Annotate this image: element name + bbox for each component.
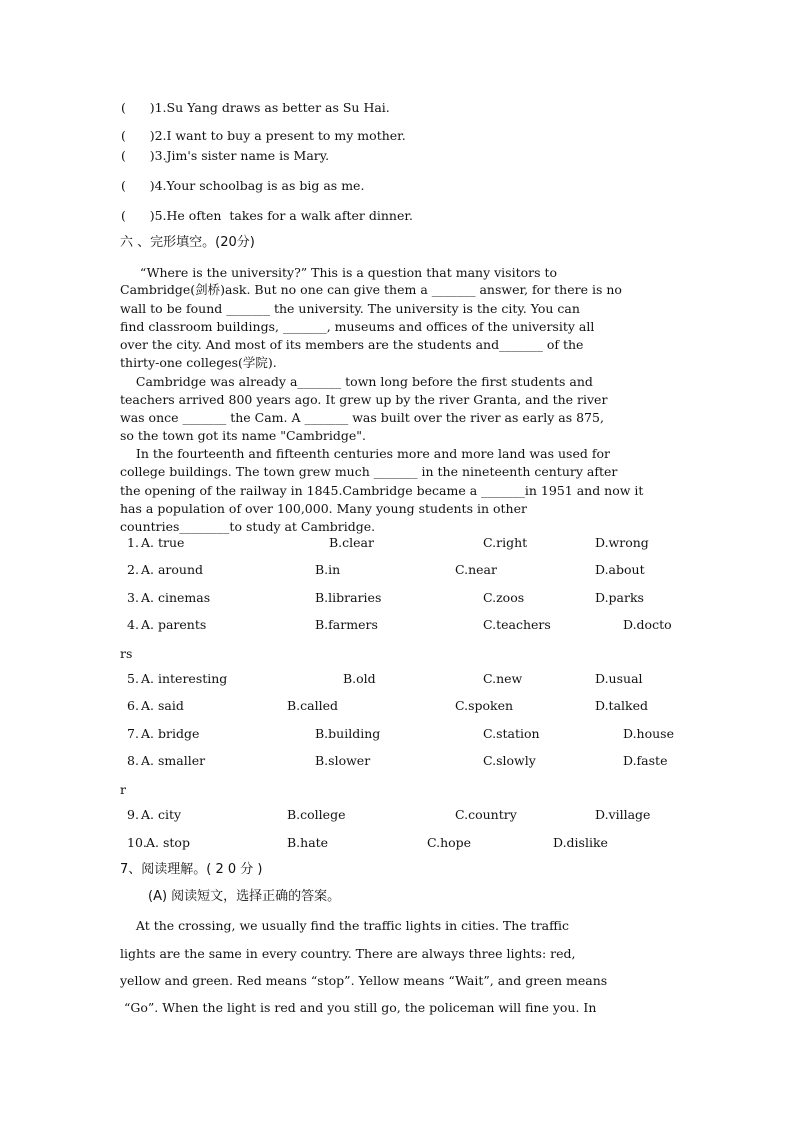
passage-line: countries________to study at Cambridge. — [120, 519, 376, 534]
option-number: 4. — [127, 617, 139, 632]
option-c: C.zoos — [483, 590, 525, 605]
option-c: C.spoken — [455, 698, 514, 713]
option-number: 1. — [127, 535, 139, 550]
option-a: A. cinemas — [141, 590, 211, 605]
option-c: C.hope — [427, 835, 472, 850]
passage-line: “Where is the university?” This is a question that many visitors to — [120, 265, 558, 280]
option-a: A. stop — [146, 835, 190, 850]
option-number: 3. — [127, 590, 139, 605]
option-wrap: r — [120, 782, 126, 797]
option-b: B.old — [343, 671, 376, 686]
option-number: 9. — [127, 807, 139, 822]
passage-line: Cambridge(剑桥)ask. But no one can give them a _______ answer, for there is no — [120, 282, 622, 297]
answer-blank: ( ) — [121, 208, 155, 223]
option-wrap: rs — [120, 646, 133, 661]
tf-text: 3.Jim's sister name is Mary. — [154, 148, 330, 163]
option-d: D.house — [623, 726, 674, 741]
tf-text: 1.Su Yang draws as better as Su Hai. — [154, 100, 390, 115]
passage-line: find classroom buildings, _______, museums and offices of the university all — [120, 319, 595, 334]
passage-line: yellow and green. Red means “stop”. Yellow means “Wait”, and green means — [120, 973, 608, 988]
option-c: C.station — [483, 726, 540, 741]
option-number: 2. — [127, 562, 139, 577]
tf-item — [121, 178, 364, 194]
option-c: C.right — [483, 535, 528, 550]
option-a: A. said — [141, 698, 184, 713]
option-d: D.parks — [595, 590, 644, 605]
section-heading-reading: 7、阅读理解。( 2 0 分 ) — [120, 862, 263, 877]
option-a: A. city — [141, 807, 182, 822]
option-c: C.new — [483, 671, 523, 686]
option-number: 6. — [127, 698, 139, 713]
option-b: B.building — [315, 726, 381, 741]
passage-line: teachers arrived 800 years ago. It grew up by the river Granta, and the river — [120, 392, 608, 407]
tf-item — [121, 208, 413, 224]
option-d: D.village — [595, 807, 651, 822]
option-d: D.talked — [595, 698, 648, 713]
option-b: B.in — [315, 562, 341, 577]
option-b: B.hate — [287, 835, 329, 850]
option-number: 7. — [127, 726, 139, 741]
option-number: 8. — [127, 753, 139, 768]
passage-line: has a population of over 100,000. Many young students in other — [120, 501, 527, 516]
option-c: C.near — [455, 562, 497, 577]
option-c: C.teachers — [483, 617, 551, 632]
tf-item — [121, 128, 406, 144]
option-d: D.dislike — [553, 835, 608, 850]
passage-line: the opening of the railway in 1845.Cambridge became a _______in 1951 and now it — [120, 483, 644, 498]
passage-line: In the fourteenth and fifteenth centuries more and more land was used for — [120, 446, 610, 461]
tf-item — [121, 100, 390, 116]
passage-line: Cambridge was already a_______ town long before the first students and — [120, 374, 593, 389]
option-c: C.country — [455, 807, 517, 822]
option-a: A. interesting — [141, 671, 228, 686]
option-b: B.called — [287, 698, 339, 713]
answer-blank: ( ) — [121, 128, 155, 143]
option-d: D.wrong — [595, 535, 649, 550]
answer-blank: ( ) — [121, 178, 155, 193]
option-d: D.faste — [623, 753, 668, 768]
option-b: B.slower — [315, 753, 371, 768]
tf-item — [121, 148, 329, 164]
option-b: B.libraries — [315, 590, 382, 605]
passage-line: lights are the same in every country. There are always three lights: red, — [120, 946, 576, 961]
option-d: D.docto — [623, 617, 672, 632]
option-b: B.college — [287, 807, 346, 822]
option-number: 5. — [127, 671, 139, 686]
option-a: A. bridge — [141, 726, 200, 741]
passage-line: thirty-one colleges(学院). — [120, 355, 277, 370]
option-a: A. parents — [141, 617, 207, 632]
tf-text: 4.Your schoolbag is as big as me. — [154, 178, 365, 193]
passage-line: so the town got its name "Cambridge". — [120, 428, 367, 443]
passage-line: was once _______ the Cam. A _______ was built over the river as early as 875, — [120, 410, 604, 425]
answer-blank: ( ) — [121, 148, 155, 163]
option-a: A. true — [141, 535, 185, 550]
option-number: 10. — [127, 835, 147, 850]
tf-text: 2.I want to buy a present to my mother. — [154, 128, 406, 143]
reading-subheading: (A) 阅读短文，选择正确的答案。 — [148, 889, 341, 904]
option-d: D.about — [595, 562, 645, 577]
answer-blank: ( ) — [121, 100, 155, 115]
passage-line: wall to be found _______ the university. The university is the city. You can — [120, 301, 580, 316]
section-heading-cloze: 六 、完形填空。(20分) — [120, 235, 255, 250]
passage-line: “Go”. When the light is red and you still go, the policeman will fine you. In — [120, 1000, 597, 1015]
passage-line: over the city. And most of its members are the students and_______ of the — [120, 337, 584, 352]
passage-line: college buildings. The town grew much _______ in the nineteenth century after — [120, 464, 618, 479]
passage-line: At the crossing, we usually find the traffic lights in cities. The traffic — [120, 918, 569, 933]
option-d: D.usual — [595, 671, 643, 686]
option-c: C.slowly — [483, 753, 536, 768]
option-b: B.clear — [329, 535, 374, 550]
option-a: A. smaller — [141, 753, 206, 768]
tf-text: 5.He often takes for a walk after dinner. — [154, 208, 413, 223]
option-a: A. around — [141, 562, 204, 577]
option-b: B.farmers — [315, 617, 378, 632]
